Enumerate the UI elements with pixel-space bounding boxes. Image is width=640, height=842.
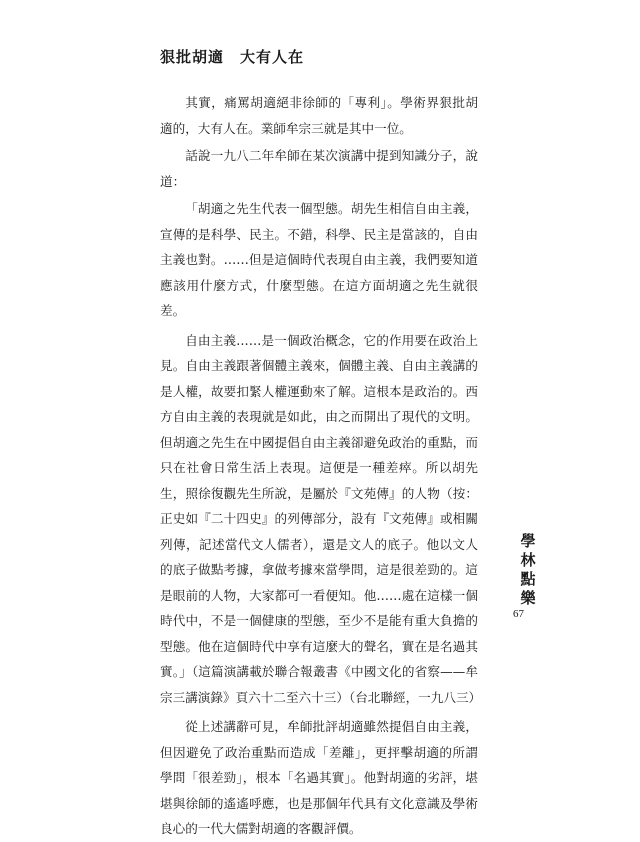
side-label-char: 林 (520, 551, 536, 569)
body-text (160, 90, 482, 842)
paragraph: 從上述講辭可見，牟師批評胡適雖然提倡自由主義，但因避免了政治重點而造成「差離」，更抨擊胡適的所謂學問「很差勁」，根本「名過其實」。他對胡適的劣評，堪堪與徐師的遙遙呼應，也是那個年代具有文化意識及學術良心的一代大儒對胡適的客觀評價。 (160, 719, 478, 836)
side-label-char: 點 (520, 570, 536, 588)
side-label-char: 樂 (520, 589, 536, 607)
paragraph: 其實，痛罵胡適絕非徐師的「專利」。學術界狠批胡適的，大有人在。業師牟宗三就是其中一位。 (160, 95, 478, 136)
section-heading: 狠批胡適 大有人在 (160, 48, 305, 66)
paragraph: 話說一九八二年牟師在某次演講中提到知識分子，說道： (160, 148, 478, 189)
quote-paragraph: 自由主義……是一個政治概念，它的作用要在政治上見。自由主義跟著個體主義來，個體主義、自由主義講的是人權，故要扣緊人權運動來了解。這根本是政治的。西方自由主義的表現就是如此，由之而開出了現代的文明。但胡適之先生在中國提倡自由主義卻避免政治的重點，而只在社會日常生活上表現。這便是一種差瘁。所以胡先生，照徐復觀先生所說，是屬於『文苑傳』的人物（按：正史如『二十四史』的列傳部分，設有『文苑傳』或相關列傳，記述當代文人儒者），還是文人的底子。他以文人的底子做點考據，拿做考據來當學問，這是很差勁的。這是眼前的人物，大家都可一看便知。他……處在這樣一個時代中，不是一個健康的型態，至少不是能有重大負擔的型態。他在這個時代中享有這麼大的聲名，實在是名過其實。」（這篇演講載於聯合報叢書《中國文化的省察——牟宗三講演錄》頁六十二至六十三）（台北聯經，一九八三） (160, 332, 482, 705)
page-number: 67 (513, 608, 524, 620)
section-side-label (518, 532, 538, 608)
quote-paragraph: 「胡適之先生代表一個型態。胡先生相信自由主義，宣傳的是科學、民主。不錯，科學、民主是當該的，自由主義也對。……但是這個時代表現自由主義，我們要知道應該用什麼方式，什麼型態。在這方面胡適之先生就很差。 (160, 201, 478, 318)
side-label-char: 學 (520, 532, 536, 550)
